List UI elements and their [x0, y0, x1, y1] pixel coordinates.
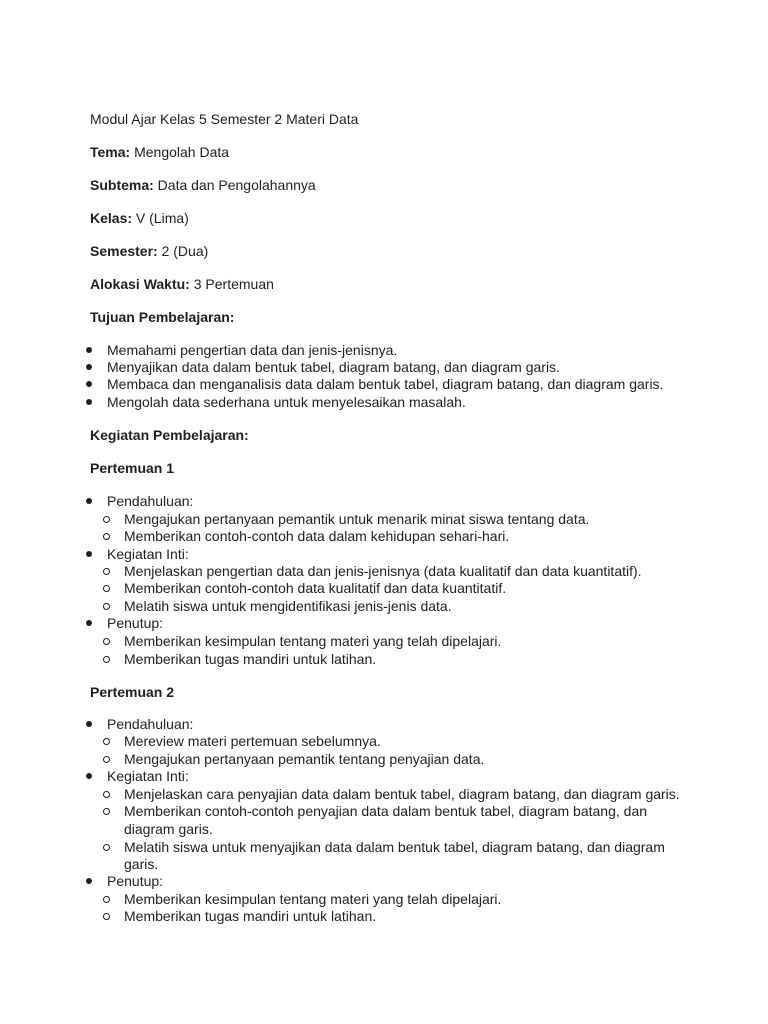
pertemuan-1-heading: Pertemuan 1	[90, 460, 175, 476]
tema-value: Mengolah Data	[130, 144, 230, 160]
sub-list-item: Memberikan tugas mandiri untuk latihan.	[124, 908, 377, 924]
document-title: Modul Ajar Kelas 5 Semester 2 Materi Data	[90, 111, 359, 127]
list-item: Mengolah data sederhana untuk menyelesaikan masalah.	[107, 394, 466, 410]
bullet-icon	[86, 873, 94, 881]
list-item: Pendahuluan:	[107, 716, 194, 732]
hollow-bullet-icon	[103, 598, 111, 606]
list-item: Penutup:	[107, 615, 164, 631]
pertemuan-2-heading: Pertemuan 2	[90, 684, 175, 700]
list-item: Menyajikan data dalam bentuk tabel, diagram batang, dan diagram garis.	[107, 359, 560, 375]
list-item: Kegiatan Inti:	[107, 546, 189, 562]
list-item: Membaca dan menganalisis data dalam bentuk tabel, diagram batang, dan diagram garis.	[107, 376, 664, 392]
bullet-icon	[86, 342, 94, 350]
hollow-bullet-icon	[103, 786, 111, 794]
hollow-bullet-icon	[103, 633, 111, 641]
list-item: Penutup:	[107, 873, 164, 889]
hollow-bullet-icon	[103, 733, 111, 741]
semester-label: Semester:	[90, 243, 158, 259]
hollow-bullet-icon	[103, 908, 111, 916]
bullet-icon	[86, 376, 94, 384]
kegiatan-heading: Kegiatan Pembelajaran:	[90, 427, 249, 443]
bullet-icon	[86, 493, 94, 501]
list-item: Pendahuluan:	[107, 493, 194, 509]
alokasi-label: Alokasi Waktu:	[90, 276, 190, 292]
tema-label: Tema:	[90, 144, 131, 160]
bullet-icon	[86, 716, 94, 724]
list-item: Kegiatan Inti:	[107, 768, 189, 784]
subtema-value: Data dan Pengolahannya	[153, 177, 316, 193]
sub-list-item: Melatih siswa untuk menyajikan data dalam bentuk tabel, diagram batang, dan diagram	[124, 839, 665, 855]
sub-list-item: Memberikan kesimpulan tentang materi yang telah dipelajari.	[124, 891, 502, 907]
hollow-bullet-icon	[103, 751, 111, 759]
hollow-bullet-icon	[103, 528, 111, 536]
bullet-icon	[86, 615, 94, 623]
sub-list-item: Memberikan contoh-contoh penyajian data dalam bentuk tabel, diagram batang, dan	[124, 803, 648, 819]
tema-line	[90, 144, 229, 161]
hollow-bullet-icon	[103, 803, 111, 811]
semester-line	[90, 243, 208, 260]
semester-value: 2 (Dua)	[157, 243, 209, 259]
kelas-value: V (Lima)	[132, 210, 189, 226]
sub-list-item: Menjelaskan pengertian data dan jenis-jenisnya (data kualitatif dan data kuantitatif).	[124, 563, 642, 579]
sub-list-item-continuation: garis.	[124, 856, 159, 872]
sub-list-item: Memberikan kesimpulan tentang materi yang telah dipelajari.	[124, 633, 502, 649]
hollow-bullet-icon	[103, 563, 111, 571]
bullet-icon	[86, 546, 94, 554]
alokasi-line	[90, 276, 274, 293]
list-item: Memahami pengertian data dan jenis-jenisnya.	[107, 342, 398, 358]
sub-list-item: Melatih siswa untuk mengidentifikasi jenis-jenis data.	[124, 598, 452, 614]
alokasi-value: 3 Pertemuan	[189, 276, 274, 292]
subtema-label: Subtema:	[90, 177, 154, 193]
bullet-icon	[86, 359, 94, 367]
subtema-line	[90, 177, 316, 194]
hollow-bullet-icon	[103, 891, 111, 899]
hollow-bullet-icon	[103, 511, 111, 519]
hollow-bullet-icon	[103, 580, 111, 588]
sub-list-item: Menjelaskan cara penyajian data dalam bentuk tabel, diagram batang, dan diagram garis.	[124, 786, 680, 802]
sub-list-item: Memberikan contoh-contoh data kualitatif dan data kuantitatif.	[124, 580, 507, 596]
hollow-bullet-icon	[103, 651, 111, 659]
sub-list-item: Mengajukan pertanyaan pemantik tentang penyajian data.	[124, 751, 485, 767]
hollow-bullet-icon	[103, 839, 111, 847]
sub-list-item: Memberikan contoh-contoh data dalam kehidupan sehari-hari.	[124, 528, 510, 544]
tujuan-heading: Tujuan Pembelajaran:	[90, 309, 235, 325]
kelas-line	[90, 210, 189, 227]
sub-list-item-continuation: diagram garis.	[124, 821, 213, 837]
sub-list-item: Mereview materi pertemuan sebelumnya.	[124, 733, 381, 749]
bullet-icon	[86, 768, 94, 776]
sub-list-item: Mengajukan pertanyaan pemantik untuk menarik minat siswa tentang data.	[124, 511, 590, 527]
bullet-icon	[86, 394, 94, 402]
sub-list-item: Memberikan tugas mandiri untuk latihan.	[124, 651, 377, 667]
kelas-label: Kelas:	[90, 210, 133, 226]
